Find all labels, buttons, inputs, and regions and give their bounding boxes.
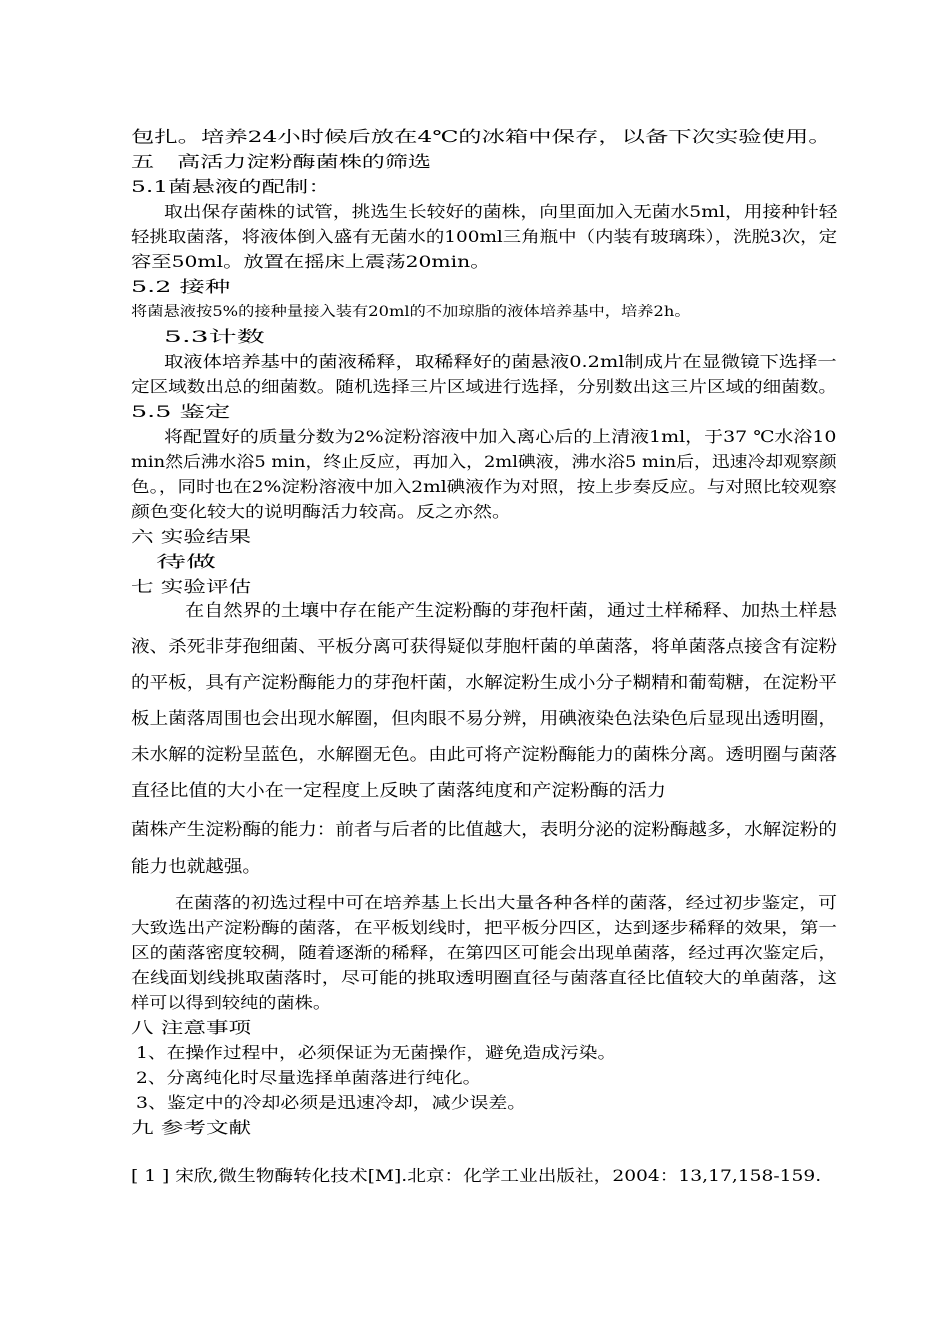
subsection-heading: 5.1菌悬液的配制： (131, 177, 332, 196)
text-line: 在菌落的初选过程中可在培养基上长出大量各种各样的菌落，经过初步鉴定，可 (175, 893, 838, 912)
section-heading: 八 注意事项 (131, 1018, 252, 1037)
text-line: 在自然界的土壤中存在能产生淀粉酶的芽孢杆菌，通过土样稀释、加热土样悬 (185, 601, 837, 621)
text-line: 容至50ml。放置在摇床上震荡20min。 (131, 252, 491, 271)
list-item: 1、在操作过程中，必须保证为无菌操作，避免造成污染。 (136, 1043, 617, 1062)
section-heading: 五 高活力淀粉酶菌株的筛选 (131, 152, 432, 171)
text-line: 色。，同时也在2%淀粉溶液中加入2ml碘液作为对照，按上步奏反应。与对照比较观察 (131, 477, 837, 496)
text-line: 在线面划线挑取菌落时，尽可能的挑取透明圈直径与菌落直径比值较大的单菌落，这 (131, 968, 838, 987)
text-line: 大致选出产淀粉酶的菌落，在平板划线时，把平板分四区，达到逐步稀释的效果，第一 (131, 918, 838, 937)
text-line: 未水解的淀粉呈蓝色，水解圈无色。由此可将产淀粉酶能力的菌株分离。透明圈与菌落 (131, 745, 837, 765)
reference-item: [ 1 ] 宋欣,微生物酶转化技术[M].北京：化学工业出版社，2004：13,17,158-159. (131, 1166, 822, 1185)
text-line: 样可以得到较纯的菌株。 (131, 993, 332, 1012)
text-line: 液、杀死非芽孢细菌、平板分离可获得疑似芽胞杆菌的单菌落，将单菌落点接含有淀粉 (131, 637, 837, 657)
text-line: 区的菌落密度较稠，随着逐渐的稀释，在第四区可能会出现单菌落，经过再次鉴定后， (131, 943, 838, 962)
text-line: 板上菌落周围也会出现水解圈，但肉眼不易分辨，用碘液染色法染色后显现出透明圈， (131, 709, 837, 729)
text-line: 取液体培养基中的菌液稀释，取稀释好的菌悬液0.2ml制成片在显微镜下选择一 (164, 352, 837, 371)
section-heading: 九 参考文献 (131, 1118, 252, 1137)
text-line: 颜色变化较大的说明酶活力较高。反之亦然。 (131, 502, 512, 521)
subsection-heading: 5.5 鉴定 (131, 402, 231, 421)
text-line: 取出保存菌株的试管，挑选生长较好的菌株，向里面加入无菌水5ml，用接种针轻 (164, 202, 838, 221)
section-heading: 六 实验结果 (131, 527, 252, 546)
text-line: 定区域数出总的细菌数。随机选择三片区域进行选择，分别数出这三片区域的细菌数。 (131, 377, 838, 396)
subsection-heading: 5.2 接种 (131, 277, 231, 296)
text-line: 能力也就越强。 (131, 857, 261, 877)
text-line: min然后沸水浴5 min，终止反应，再加入，2ml碘液，沸水浴5 min后，迅速冷却观察颜 (131, 452, 837, 471)
list-item: 3、鉴定中的冷却必须是迅速冷却，减少误差。 (136, 1093, 527, 1112)
text-line: 菌株产生淀粉酶的能力：前者与后者的比值越大，表明分泌的淀粉酶越多，水解淀粉的 (131, 820, 837, 840)
text-line: 将菌悬液按5%的接种量接入装有20ml的不加琼脂的液体培养基中，培养2h。 (131, 304, 691, 320)
text-line: 的平板，具有产淀粉酶能力的芽孢杆菌，水解淀粉生成小分子糊精和葡萄糖，在淀粉平 (131, 673, 837, 693)
list-item: 2、分离纯化时尽量选择单菌落进行纯化。 (136, 1068, 482, 1087)
text-line: 轻挑取菌落，将液体倒入盛有无菌水的100ml三角瓶中（内装有玻璃珠），洗脱3次，定 (131, 227, 838, 246)
section-heading: 七 实验评估 (131, 577, 252, 596)
text-line: 待做 (156, 552, 217, 571)
text-line: 包扎。培养24小时候后放在4℃的冰箱中保存，以备下次实验使用。 (131, 127, 832, 146)
text-line: 将配置好的质量分数为2%淀粉溶液中加入离心后的上清液1ml，于37 ℃水浴10 (164, 427, 837, 446)
text-line: 直径比值的大小在一定程度上反映了菌落纯度和产淀粉酶的活力 (131, 781, 666, 801)
subsection-heading: 5.3计数 (164, 327, 265, 346)
